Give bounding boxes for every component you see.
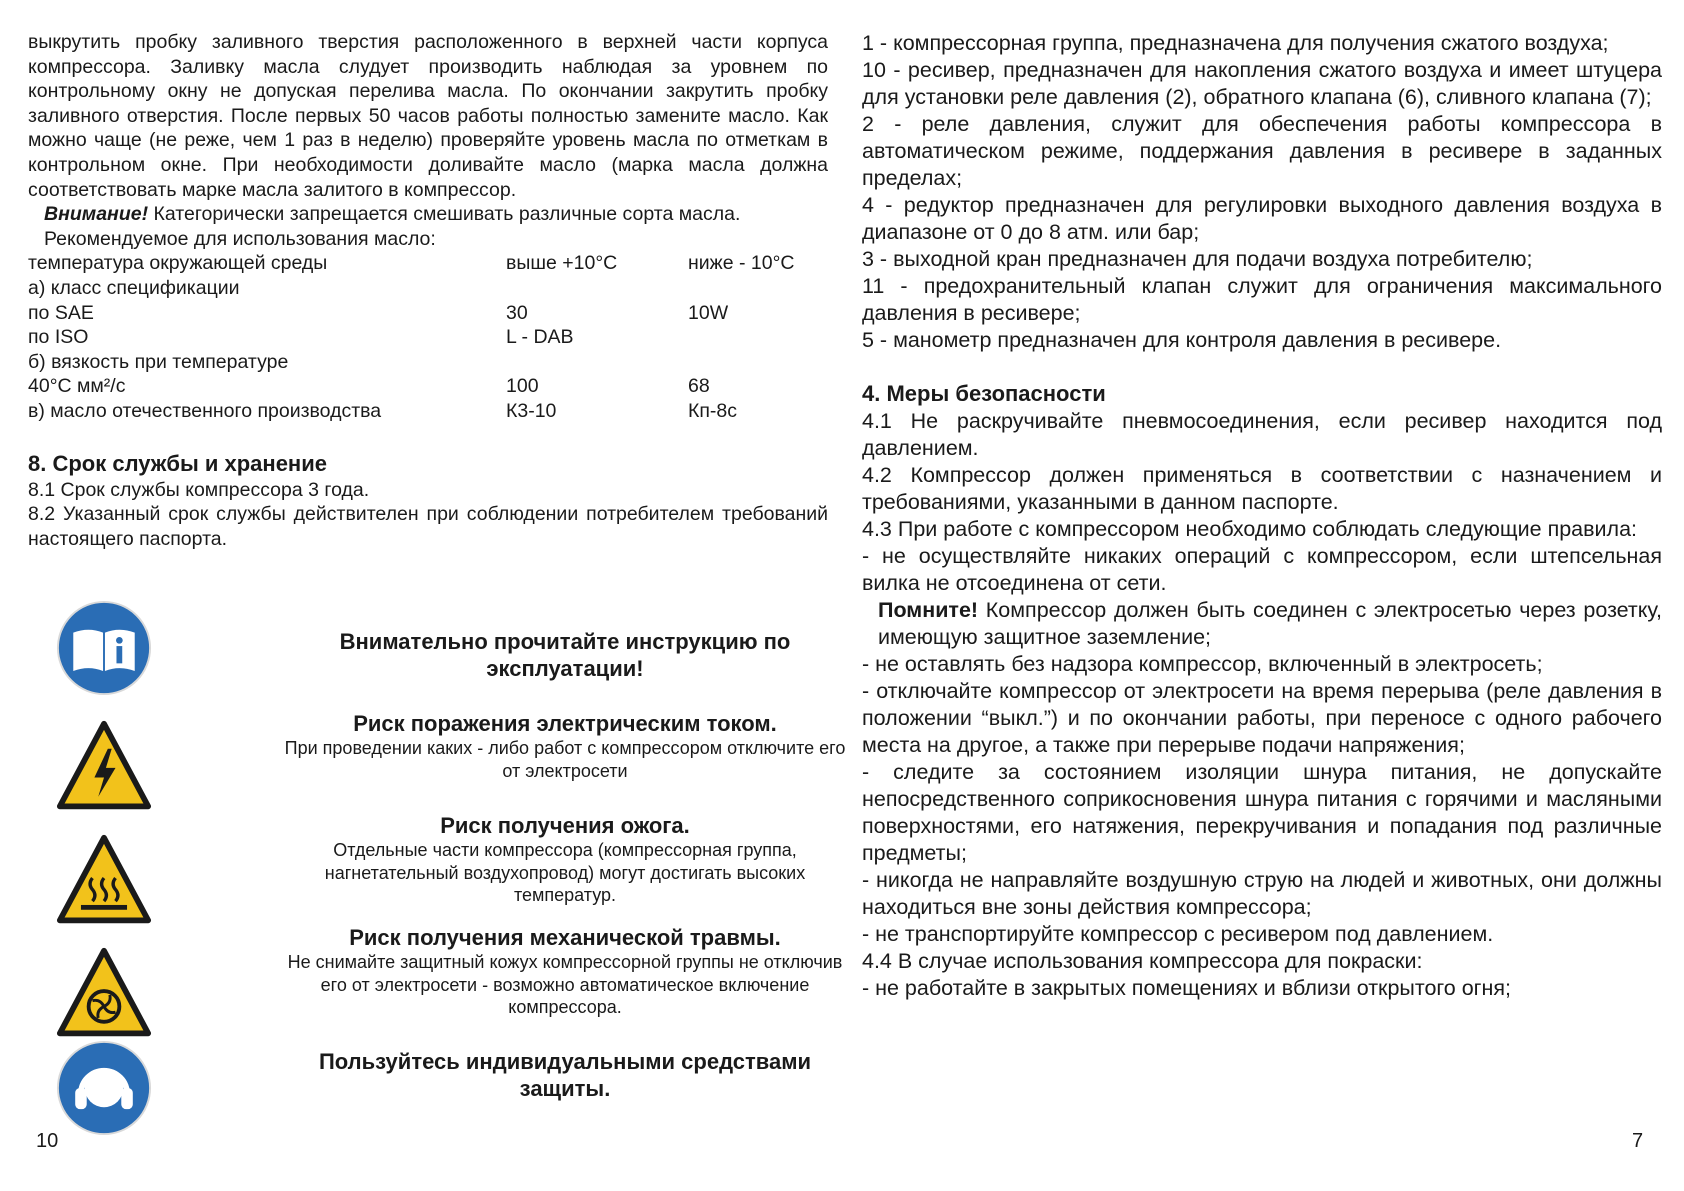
list-item: 10 - ресивер, предназначен для накопления сжатого воздуха и имеет штуцера для установки реле давления (2), обратного клапана (6), сливного клапана (7); — [862, 58, 1662, 109]
table-cell: по SAE — [28, 301, 94, 324]
table-cell: 10W — [688, 301, 729, 324]
sign-text — [280, 710, 850, 782]
oil-spec-table — [28, 251, 828, 423]
right-page-column — [862, 30, 1662, 1002]
table-row — [28, 301, 828, 326]
table-row — [28, 276, 828, 301]
table-row — [28, 399, 828, 424]
table-cell: выше +10°С — [506, 252, 618, 275]
table-row — [28, 325, 828, 350]
section-8-title: 8. Срок службы и хранение — [28, 450, 327, 476]
manual-info-icon — [56, 600, 152, 696]
table-cell: в) масло отечественного производства — [28, 399, 382, 422]
table-row — [28, 374, 828, 399]
table-cell: 40°С мм²/с — [28, 375, 126, 398]
section-8-1: 8.1 Срок службы компрессора 3 года. — [28, 478, 370, 501]
left-page-column — [28, 30, 828, 551]
remember-word: Помните! — [878, 598, 979, 622]
page-number-left: 10 — [36, 1130, 59, 1152]
oil-warning-paragraph — [28, 202, 828, 227]
sign-title: Пользуйтесь индивидуальными средствами защиты. — [318, 1049, 812, 1101]
section-4-1: 4.1 Не раскручивайте пневмосоединения, если ресивер находится под давлением. — [862, 409, 1662, 460]
remember-text: Компрессор должен быть соединен с электросетью через розетку, имеющую защитное заземление; — [878, 598, 1662, 649]
rotating-parts-icon — [56, 945, 152, 1041]
rule-item: - никогда не направляйте воздушную струю на людей и животных, они должны находиться вне зоны действия компрессора; — [862, 868, 1662, 919]
rule-item: - не оставлять без надзора компрессор, включенный в электросеть; — [862, 652, 1543, 676]
sign-body: Отдельные части компрессора (компрессорная группа, нагнетательный воздухопровод) могут достигать высоких температур. — [324, 840, 806, 905]
rule-item: - не осуществляйте никаких операций с компрессором, если штепсельная вилка не отсоединена от сети. — [862, 544, 1662, 595]
table-row — [28, 350, 828, 375]
table-cell: а) класс спецификации — [28, 276, 240, 299]
rule-item: - следите за состоянием изоляции шнура питания, не допускайте непосредственного соприкосновения шнура питания с горячими и масляными поверхностями, его натяжения, перекручивания и попадания под различные предметы; — [862, 760, 1662, 865]
table-row — [28, 251, 828, 276]
sign-text — [280, 924, 850, 1019]
table-cell: б) вязкость при температуре — [28, 350, 289, 373]
rule-item: - не транспортируйте компрессор с ресивером под давлением. — [862, 922, 1494, 946]
electric-hazard-icon — [56, 718, 152, 814]
section-4-4: 4.4 В случае использования компрессора для покраски: — [862, 949, 1423, 973]
sign-text — [280, 1048, 850, 1102]
table-cell: температура окружающей среды — [28, 252, 328, 275]
page-number-right: 7 — [1632, 1130, 1644, 1152]
sign-title: Риск получения ожога. — [440, 813, 690, 838]
list-item: 11 - предохранительный клапан служит для ограничения максимального давления в ресивере; — [862, 274, 1662, 325]
warning-word: Внимание! — [44, 203, 149, 226]
section-4-2: 4.2 Компрессор должен применяться в соответствии с назначением и требованиями, указанными в данном паспорте. — [862, 463, 1662, 514]
table-cell: 68 — [688, 375, 710, 398]
table-cell: 30 — [506, 301, 528, 324]
ear-protection-icon — [56, 1040, 152, 1136]
sign-text — [280, 812, 850, 907]
sign-text — [280, 628, 850, 682]
hot-surface-icon — [56, 832, 152, 928]
list-item: 4 - редуктор предназначен для регулировки выходного давления воздуха в диапазоне от 0 до 8 атм. или бар; — [862, 193, 1662, 244]
table-cell: 100 — [506, 375, 539, 398]
section-4-title: 4. Меры безопасности — [862, 381, 1106, 406]
remember-paragraph — [862, 597, 1662, 651]
recommended-oil-heading: Рекомендуемое для использования масло: — [44, 227, 436, 250]
section-4-3: 4.3 При работе с компрессором необходимо соблюдать следующие правила: — [862, 517, 1638, 541]
section-8-2: 8.2 Указанный срок службы действителен при соблюдении потребителем требований настоящего паспорта. — [28, 503, 828, 550]
list-item: 1 - компрессорная группа, предназначена для получения сжатого воздуха; — [862, 31, 1609, 55]
list-item: 3 - выходной кран предназначен для подачи воздуха потребителю; — [862, 247, 1533, 271]
table-cell: К3-10 — [506, 399, 557, 422]
list-item: 5 - манометр предназначен для контроля давления в ресивере. — [862, 328, 1502, 352]
sign-body: Не снимайте защитный кожух компрессорной группы не отключив его от электросети - возможно автоматическое включение компрессора. — [287, 952, 843, 1017]
table-cell: ниже - 10°С — [688, 252, 795, 275]
oil-fill-paragraph: выкрутить пробку заливного тверстия расположенного в верхней части корпуса компрессора. Заливку масла слудует производить наблюдая за уровнем по контрольному окну не допуская перелива масла. По окончании закрутить пробку заливного отверстия. После первых 50 часов работы полностью замените масло. Как можно чаще (не реже, чем 1 раз в неделю) проверяйте уровень масла по отметкам в контрольном окне. При необходимости доливайте масло (марка масла должна соответствовать марке масла залитого в компрессор. — [28, 31, 828, 201]
sign-title: Риск получения механической травмы. — [349, 925, 781, 950]
rule-item: - не работайте в закрытых помещениях и вблизи открытого огня; — [862, 976, 1512, 1000]
sign-title: Риск поражения электрическим током. — [353, 711, 777, 736]
table-cell: по ISO — [28, 326, 89, 349]
sign-body: При проведении каких - либо работ с компрессором отключите его от электросети — [284, 738, 846, 781]
table-cell: L - DAB — [506, 326, 574, 349]
warning-text: Категорически запрещается смешивать различные сорта масла. — [148, 203, 741, 226]
table-cell: Кп-8с — [688, 399, 738, 422]
rule-item: - отключайте компрессор от электросети на время перерыва (реле давления в положении “выкл.”) и по окончании работы, при переносе с одного рабочего места на другое, а также при перерыве подачи напряжения; — [862, 679, 1662, 757]
list-item: 2 - реле давления, служит для обеспечения работы компрессора в автоматическом режиме, поддержания давления в ресивере в заданных пределах; — [862, 112, 1662, 190]
sign-title: Внимательно прочитайте инструкцию по эксплуатации! — [339, 629, 791, 681]
